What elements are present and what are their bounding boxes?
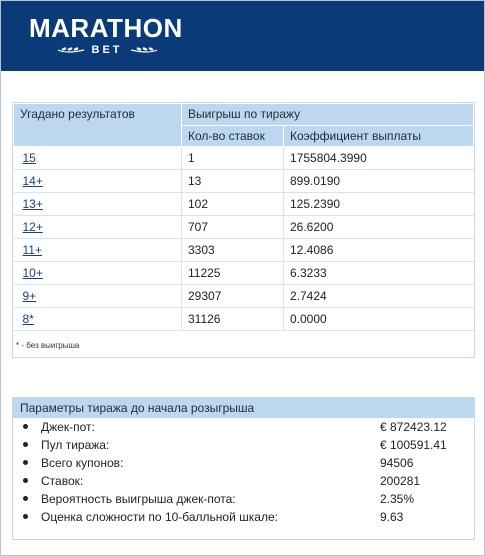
bullet-icon [23,442,28,447]
count-cell: 707 [182,216,284,239]
guessed-link[interactable]: 9+ [22,289,37,303]
guessed-cell [14,170,182,193]
table-row [14,216,474,239]
params-panel [12,397,475,540]
guessed-link[interactable]: 12+ [22,220,43,234]
param-row [13,472,474,490]
bullet-icon [23,424,28,429]
guessed-cell [14,193,182,216]
param-value: € 100591.41 [380,438,447,452]
params-list [13,418,474,526]
col-count-header: Кол-во ставок [182,126,284,147]
results-body [14,147,474,331]
count-cell: 31126 [182,308,284,331]
param-label: Пул тиража: [41,438,110,452]
laurel-left-icon [56,45,86,55]
param-label: Джек-пот: [41,420,95,434]
table-row [14,262,474,285]
count-cell: 11225 [182,262,284,285]
guessed-link[interactable]: 8* [22,312,34,326]
guessed-link[interactable]: 10+ [22,266,43,280]
param-value: 9.63 [380,510,404,524]
results-table [13,103,474,331]
guessed-cell [14,308,182,331]
params-title: Параметры тиража до начала розыгрыша [13,398,474,418]
guessed-cell [14,262,182,285]
table-row [14,308,474,331]
param-row [13,418,474,436]
count-cell: 3303 [182,239,284,262]
col-group-header: Выигрыш по тиражу [182,104,474,126]
count-cell: 1 [182,147,284,170]
param-value: 2.35% [380,492,415,506]
guessed-link[interactable]: 15 [22,151,36,165]
coef-cell: 26.6200 [284,216,474,239]
param-label: Всего купонов: [41,456,124,470]
bullet-icon [23,514,28,519]
param-label: Оценка сложности по 10-балльной шкале: [41,510,278,524]
guessed-cell [14,216,182,239]
guessed-link[interactable]: 14+ [22,174,43,188]
param-row [13,490,474,508]
coef-cell: 899.0190 [284,170,474,193]
table-row [14,193,474,216]
param-label: Ставок: [41,474,84,488]
coef-cell: 125.2390 [284,193,474,216]
param-value: € 872423.12 [380,420,447,434]
table-row [14,147,474,170]
brand-logo[interactable]: MARATHON [29,13,183,43]
bullet-icon [23,478,28,483]
col-guessed-header: Угадано результатов [14,104,182,147]
site-header [1,1,484,71]
param-label: Вероятность выигрыша джек-пота: [41,492,236,506]
count-cell: 102 [182,193,284,216]
brand-sub-text: BET [91,44,123,56]
coef-cell: 12.4086 [284,239,474,262]
guessed-cell [14,285,182,308]
results-panel [12,102,475,358]
coef-cell: 2.7424 [284,285,474,308]
bullet-icon [23,496,28,501]
param-row [13,436,474,454]
param-row [13,454,474,472]
laurel-right-icon [129,45,159,55]
table-row [14,285,474,308]
guessed-cell [14,239,182,262]
param-value: 200281 [380,474,421,488]
param-row [13,508,474,526]
table-row [14,170,474,193]
bullet-icon [23,460,28,465]
brand-sub [29,42,185,58]
coef-cell: 0.0000 [284,308,474,331]
coef-cell: 1755804.3990 [284,147,474,170]
guessed-link[interactable]: 13+ [22,197,43,211]
guessed-link[interactable]: 11+ [22,243,42,257]
results-note: * - без выигрыша [16,341,80,350]
col-coef-header: Коэффициент выплаты [284,126,474,147]
param-value: 94506 [380,456,414,470]
count-cell: 13 [182,170,284,193]
table-row [14,239,474,262]
guessed-cell [14,147,182,170]
coef-cell: 6.3233 [284,262,474,285]
count-cell: 29307 [182,285,284,308]
